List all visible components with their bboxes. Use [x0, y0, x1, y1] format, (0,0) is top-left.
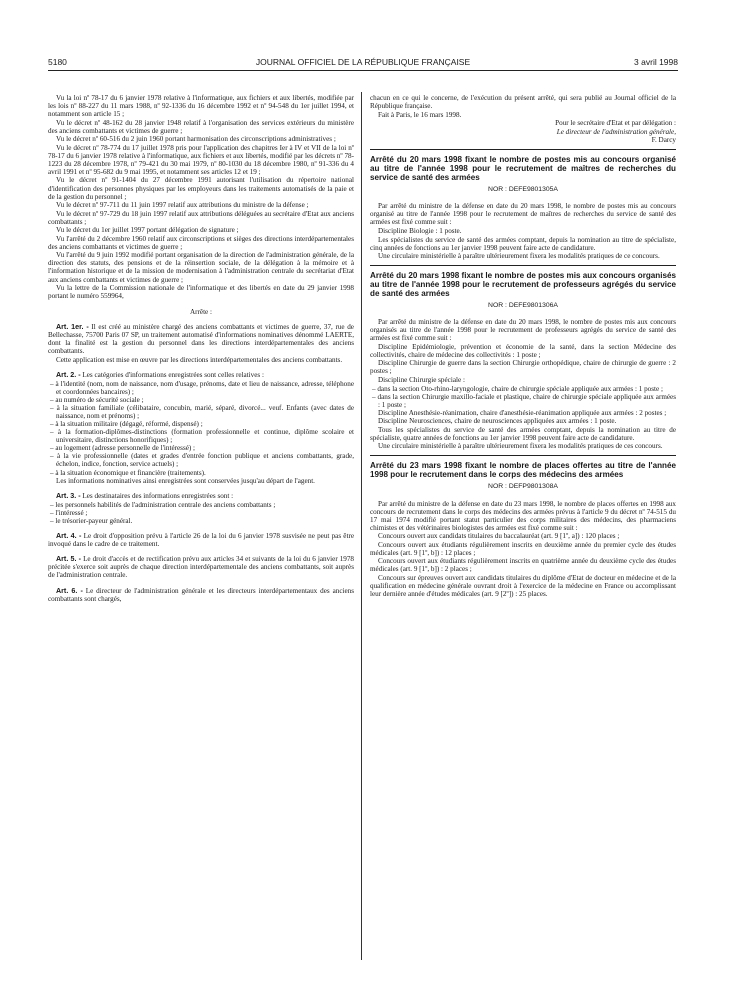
arrete-3-nor: NOR : DEFP9801308A [488, 483, 558, 491]
paragraph: Les spécialistes du service de santé des armées comptant, depuis la nomination au titre de spécialiste, cinq années de fonctions au 1er janvier 1998 peuvent faire acte de candidature. [370, 235, 676, 252]
page-number: 5180 [48, 57, 67, 67]
page-header [48, 57, 678, 71]
visa: Vu la loi nº 78-17 du 6 janvier 1978 relative à l'informatique, aux fichiers et aux libertés, modifiée par les lois nº 88-227 du 11 mars 1988, nº 92-1336 du 16 décembre 1992 et nº 94-548 du 1er juillet 1994, et notamment son article 15 ; [48, 94, 354, 119]
visa: Vu le décret nº 60-516 du 2 juin 1960 portant harmonisation des circonscriptions administratives ; [56, 135, 336, 144]
list-item: – à la formation-diplômes-distinctions (formation professionnelle et continue, diplôme scolaire et universitaire, distinctions honorifiques) ; [50, 428, 354, 445]
article-6-text: Le directeur de l'administration générale et les directeurs interdépartementaux des anciens combattants sont chargés, [48, 587, 354, 604]
issue-date: 3 avril 1998 [634, 57, 678, 67]
paragraph: Concours sur épreuves ouvert aux candidats titulaires du diplôme d'Etat de docteur en médecine et de la qualification en médecine générale ouvrant droit à l'exercice de la médecine en France ou accomplissant leur dernière année d'études médicales (art. 9 [2º]) : 25 places. [370, 573, 676, 599]
article-2-text: Les catégories d'informations enregistrées sont celles relatives : [82, 371, 264, 380]
paragraph: Discipline Chirurgie de guerre dans la section Chirurgie orthopédique, chaire de chirurgie de guerre : 2 postes ; [370, 359, 676, 376]
paragraph: Concours ouvert aux étudiants régulièrement inscrits en deuxième année du premier cycle des études médicales (art. 9 [1º, b]) : 12 places ; [370, 540, 676, 557]
paragraph: Une circulaire ministérielle à paraître ultérieurement fixera les modalités pratiques de ces concours. [378, 442, 663, 451]
article-4 [48, 532, 354, 548]
article-4-label: Art. 4. - [56, 531, 82, 540]
article-1 [48, 323, 354, 355]
list-item: – les personnels habilités de l'administration centrale des anciens combattants ; [50, 500, 276, 509]
paragraph: Discipline Anesthésie-réanimation, chaire d'anesthésie-réanimation appliquée aux armées : 2 postes ; [378, 408, 667, 417]
section-divider [370, 149, 676, 150]
article-3-text: Les destinataires des informations enregistrées sont : [82, 492, 234, 501]
article-1-text-2: Cette application est mise en œuvre par les directions interdépartementales des anciens combattants. [56, 355, 343, 364]
arrete-1-title: Arrêté du 20 mars 1998 fixant le nombre de postes mis au concours organisé au titre de l'année 1998 pour le recrutement de maîtres de recherches du service de santé des armées [370, 155, 676, 183]
article-3-label: Art. 3. - [56, 492, 81, 501]
journal-title: JOURNAL OFFICIEL DE LA RÉPUBLIQUE FRANÇAISE [255, 57, 471, 67]
arrete-1-nor: NOR : DEFE9801305A [488, 186, 558, 194]
column-separator [361, 92, 362, 960]
signature-name: F. Darcy [651, 136, 676, 145]
paragraph: Discipline Epidémiologie, prévention et économie de la santé, dans la section Médecine des collectivités, chaire de médecine des collectivités : 1 poste ; [370, 342, 676, 359]
article-2-text-2: Les informations nominatives ainsi enregistrées sont conservées jusqu'au départ de l'agent. [56, 476, 315, 485]
visa: Vu l'arrêté du 2 décembre 1960 relatif aux circonscriptions et sièges des directions interdépartementales des anciens combattants et victimes de guerre ; [48, 234, 354, 251]
article-5 [48, 555, 354, 579]
article-3 [48, 492, 354, 500]
paragraph: Concours ouvert aux étudiants régulièrement inscrits en quatrième année du deuxième cycle des études médicales (art. 9 [1º, b]) : 2 places ; [370, 557, 676, 574]
list-item: – l'intéressé ; [50, 508, 88, 517]
fait-line: Fait à Paris, le 16 mars 1998. [378, 110, 462, 119]
list-item: – à la situation militaire (dégagé, réformé, dispensé) ; [50, 420, 203, 429]
article-2 [48, 371, 354, 379]
paragraph: Discipline Neurosciences, chaire de neurosciences appliquées aux armées : 1 poste. [378, 417, 617, 426]
visa: Vu l'arrêté du 9 juin 1992 modifié portant organisation de la direction de l'administration générale, de la direction des statuts, des pensions et de la réinsertion sociale, de la délégation à la mémoire et à l'information historique et de la mission de modernisation à l'administration centrale du secrétariat d'Etat aux anciens combattants et victimes de guerre ; [48, 251, 354, 284]
visa: Vu le décret nº 97-711 du 11 juin 1997 relatif aux attributions du ministre de la défense ; [56, 201, 309, 210]
list-item: – dans la section Oto-rhino-laryngologie, chaire de chirurgie spéciale appliquée aux armées : 1 poste ; [372, 384, 663, 393]
visa: Vu le décret nº 78-774 du 17 juillet 1978 pris pour l'application des chapitres Ier à IV et VII de la loi nº 78-17 du 6 janvier 1978 relative à l'informatique, aux fichiers et aux libertés, modifié par les décrets nº 78-1223 du 28 décembre 1978, nº 79-421 du 30 mai 1979, nº 80-1030 du 18 décembre 1980, nº 91-336 du 4 avril 1991 et nº 95-682 du 9 mai 1995, et notamment ses articles 12 et 19 ; [48, 143, 354, 176]
signature-delegation: Pour le secrétaire d'Etat et par délégation : [555, 119, 676, 128]
visa: Vu le décret du 1er juillet 1997 portant délégation de signature ; [56, 226, 239, 235]
list-item: – au logement (adresse personnelle de l'intéressé) ; [50, 444, 196, 453]
paragraph: Discipline Chirurgie spéciale : [378, 376, 465, 385]
paragraph: Par arrêté du ministre de la défense en date du 20 mars 1998, le nombre de postes mis aux concours organisés au titre de l'année 1998 pour le recrutement de professeurs agrégés du service de santé des armées est fixé comme suit : [370, 318, 676, 343]
paragraph: Une circulaire ministérielle à paraître ultérieurement fixera les modalités pratiques de ce concours. [378, 252, 660, 261]
arrete-3-title: Arrêté du 23 mars 1998 fixant le nombre de places offertes au titre de l'année 1998 pour le recrutement dans le corps des médecins des armées [370, 461, 676, 480]
paragraph: Concours ouvert aux candidats titulaires du baccalauréat (art. 9 [1º, a]) : 120 places ; [378, 532, 620, 541]
arrete-2-title: Arrêté du 20 mars 1998 fixant le nombre de postes mis aux concours organisés au titre de l'année 1998 pour le recrutement de professeurs agrégés du service de santé des armées [370, 271, 676, 299]
paragraph: Tous les spécialistes du service de santé des armées comptant, depuis la nomination au titre de spécialiste, quatre années de fonctions au 1er janvier 1998 peuvent faire acte de candidature. [370, 425, 676, 442]
article-1-label: Art. 1er. - [56, 323, 89, 332]
visa: Vu le décret nº 91-1404 du 27 décembre 1991 autorisant l'utilisation du répertoire national d'identification des personnes physiques par les employeurs dans les traitements automatisés de la paie et de la gestion du personnel ; [48, 176, 354, 201]
arrete-heading: Arrête : [189, 307, 212, 316]
arrete-2-nor: NOR : DEFE9801306A [488, 302, 558, 310]
list-item: – le trésorier-payeur général. [50, 516, 133, 525]
left-column [48, 94, 354, 604]
list-item: – dans la section Chirurgie maxillo-faciale et plastique, chaire de chirurgie spéciale appliquée aux armées : 1 poste ; [372, 392, 676, 409]
visa: Vu le décret nº 97-729 du 18 juin 1997 relatif aux attributions déléguées au secrétaire d'Etat aux anciens combattants ; [48, 209, 354, 226]
article-2-label: Art. 2. - [56, 371, 81, 380]
article-6 [48, 587, 354, 603]
visa: Vu le décret nº 48-162 du 28 janvier 1948 relatif à l'organisation des services extérieurs du ministère des anciens combattants et victimes de guerre ; [48, 118, 354, 135]
list-item: – à la situation économique et financière (traitements). [50, 468, 206, 477]
signature-title: Le directeur de l'administration générale, [556, 127, 676, 136]
article-1-text: Il est créé au ministère chargé des anciens combattants et victimes de guerre, 37, rue de Bellechasse, 75700 Paris 07 SP, un traitement automatisé d'informations nominatives dénommé LAERTE, dont la finalité est la gestion du personnel dans les directions interdépartementales des anciens combattants. [48, 323, 354, 356]
article-4-text: Le droit d'opposition prévu à l'article 26 de la loi du 6 janvier 1978 susvisée ne peut pas être invoqué dans le cadre de ce traitement. [48, 531, 354, 548]
visa: Vu la lettre de la Commission nationale de l'informatique et des libertés en date du 29 janvier 1998 portant le numéro 559964, [48, 284, 354, 301]
section-divider [370, 265, 676, 266]
paragraph: Discipline Biologie : 1 poste. [378, 226, 462, 235]
article-6-label: Art. 6. - [56, 587, 83, 596]
article-5-text: Le droit d'accès et de rectification prévu aux articles 34 et suivants de la loi du 6 janvier 1978 précitée s'exerce soit auprès de chaque direction interdépartementale des anciens combattants, soit auprès de l'administration centrale. [48, 555, 354, 580]
article-5-label: Art. 5. - [56, 555, 82, 564]
list-item: – à la vie professionnelle (dates et grades d'entrée fonction publique et anciens combattants, grade, échelon, indice, fonction, service actuels) ; [50, 452, 354, 469]
list-item: – à la situation familiale (célibataire, concubin, marié, séparé, divorcé... veuf. Enfants (avec dates de naissance, nom et prénoms) ; [50, 404, 354, 421]
continued-text: chacun en ce qui le concerne, de l'exécution du présent arrêté, qui sera publié au Journal officiel de la République française. [370, 94, 676, 111]
right-column [370, 94, 676, 599]
paragraph: Par arrêté du ministre de la défense en date du 23 mars 1998, le nombre de places offertes en 1998 aux concours de recrutement dans le corps des médecins des armées prévus à l'article 9 du décret nº 74-515 du 17 mai 1974 modifié portant statut particulier des corps militaires des médecins, des pharmaciens chimistes et des vétérinaires biologistes des armées est fixé comme suit : [370, 499, 676, 532]
section-divider [370, 455, 676, 456]
list-item: – à l'identité (nom, nom de naissance, nom d'usage, prénoms, date et lieu de naissance, adresse, téléphone et coordonnées bancaires) ; [50, 380, 354, 397]
paragraph: Par arrêté du ministre de la défense en date du 20 mars 1998, le nombre de postes mis au concours organisé au titre de l'année 1998 pour le recrutement de maîtres de recherches du service de santé des armées est fixé comme suit : [370, 202, 676, 227]
list-item: – au numéro de sécurité sociale ; [50, 396, 144, 405]
header-rule [48, 70, 678, 71]
